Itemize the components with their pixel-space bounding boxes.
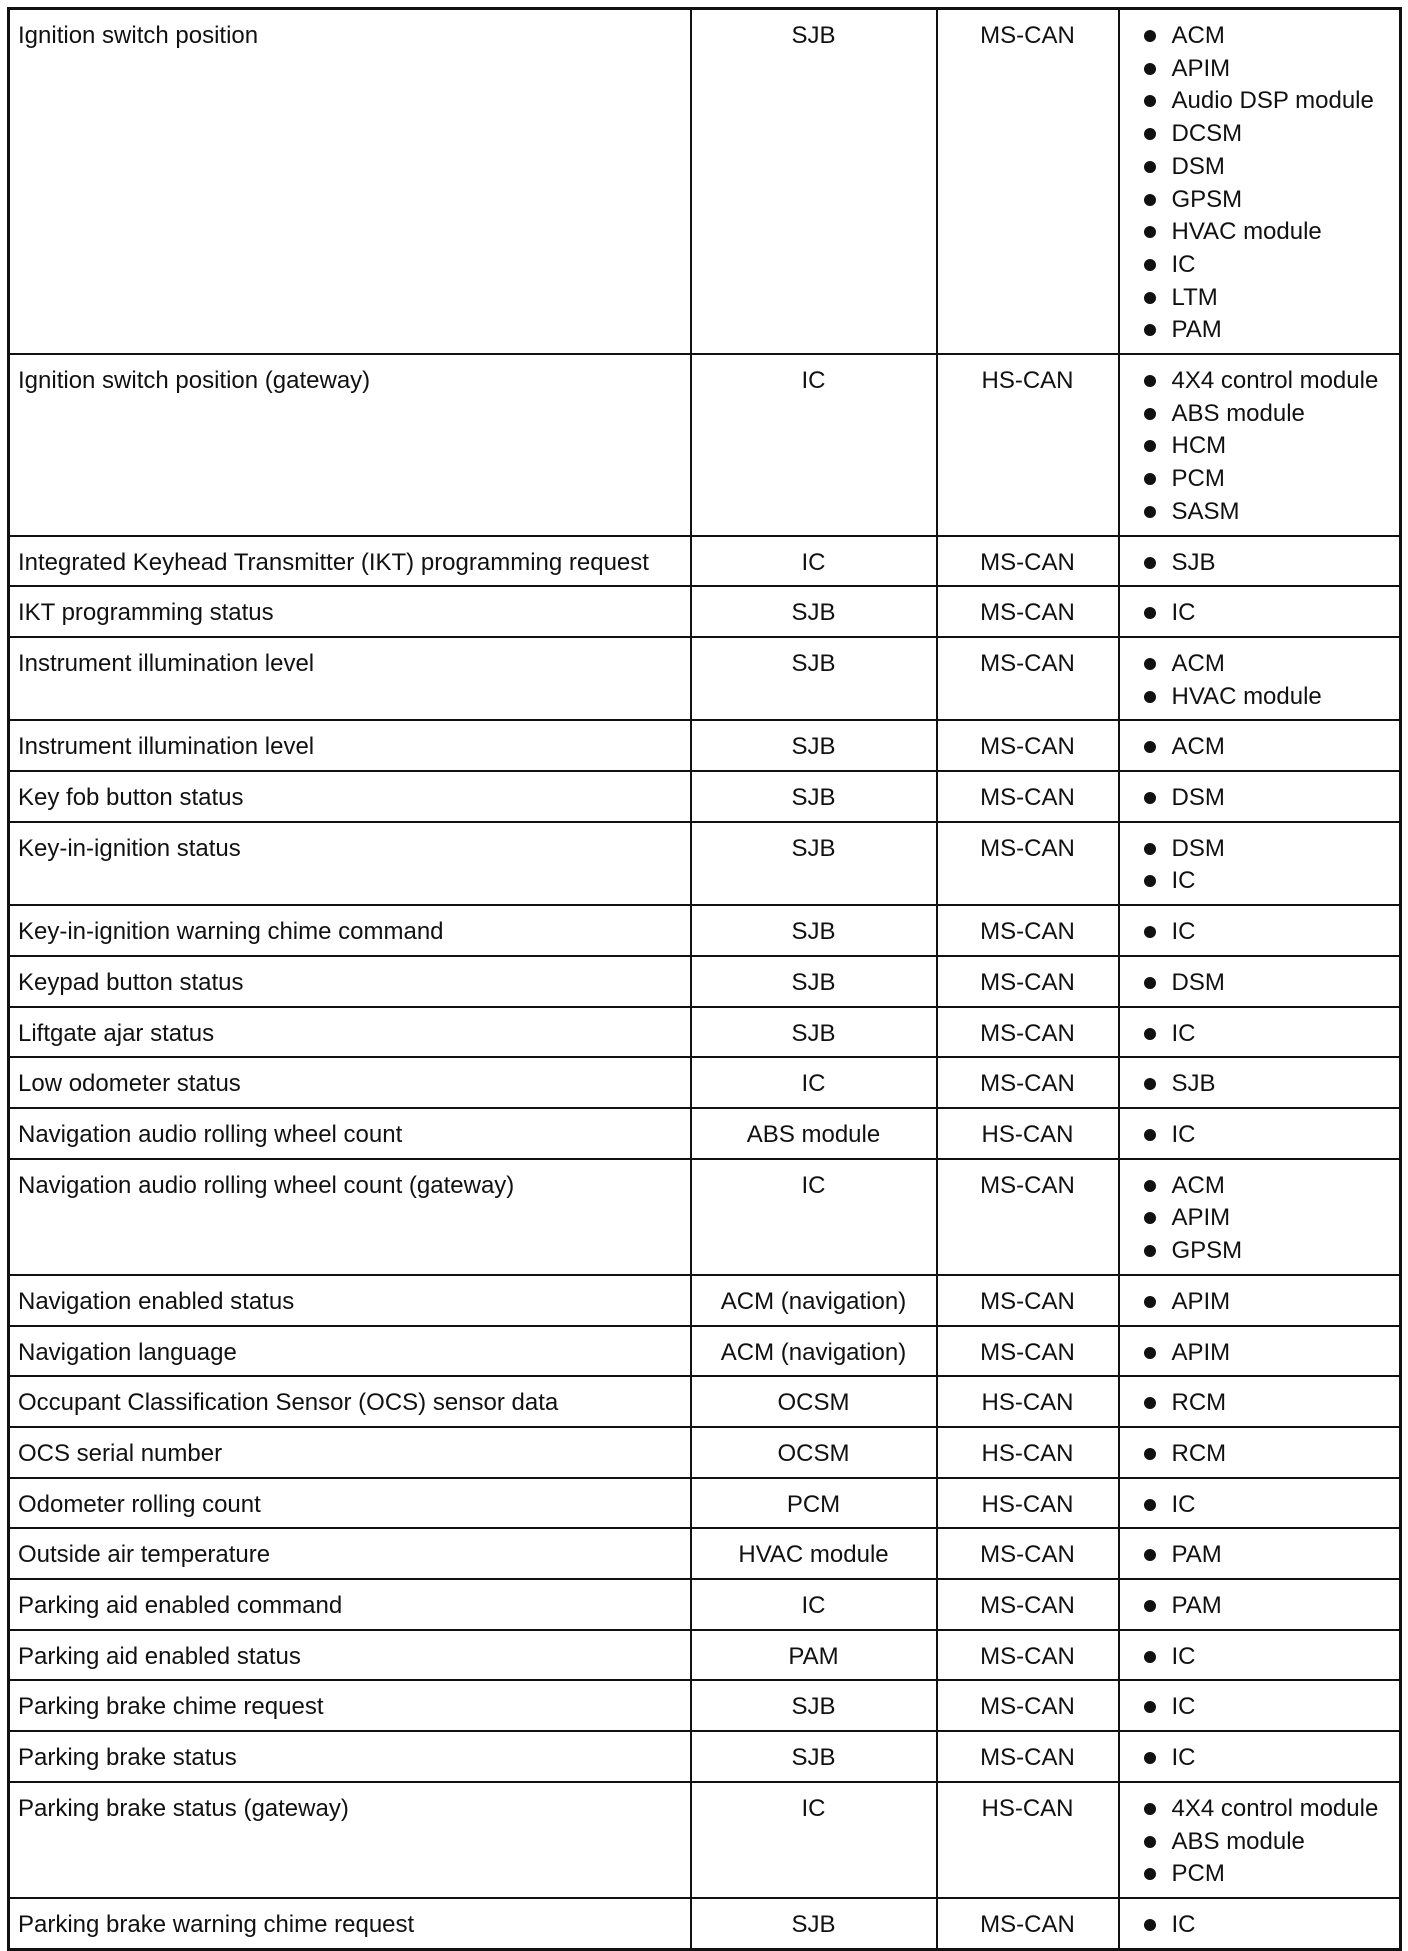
message-cell: Occupant Classification Sensor (OCS) sensor data (9, 1376, 691, 1427)
receiver-list (1144, 1793, 1394, 1891)
receiver-label: PAM (1171, 316, 1222, 344)
receivers-cell (1119, 956, 1401, 1007)
receiver-label: ACM (1171, 1171, 1225, 1199)
receiver-label: APIM (1171, 54, 1231, 82)
receivers-cell (1119, 1326, 1401, 1377)
receiver-list (1144, 1909, 1394, 1942)
receiver-item (1144, 731, 1394, 764)
originator-cell: SJB (691, 905, 937, 956)
receiver-label: 4X4 control module (1171, 367, 1379, 395)
network-cell: MS-CAN (937, 1731, 1119, 1782)
receiver-item (1144, 85, 1394, 118)
receiver-item (1144, 184, 1394, 217)
bullet-icon (1144, 1651, 1156, 1663)
receiver-list (1144, 1170, 1394, 1268)
receiver-item (1144, 1641, 1394, 1674)
receiver-label: PAM (1171, 1541, 1222, 1569)
receiver-list (1144, 1286, 1394, 1319)
receiver-item (1144, 1387, 1394, 1420)
receiver-label: ABS module (1171, 399, 1305, 427)
receiver-list (1144, 1489, 1394, 1522)
receivers-cell (1119, 1057, 1401, 1108)
network-cell: MS-CAN (937, 1326, 1119, 1377)
receiver-item (1144, 1858, 1394, 1891)
network-cell: HS-CAN (937, 1782, 1119, 1898)
table-row (9, 822, 1401, 905)
receiver-list (1144, 1068, 1394, 1101)
table-row (9, 720, 1401, 771)
receiver-item (1144, 547, 1394, 580)
receiver-label: APIM (1171, 1204, 1231, 1232)
originator-cell: SJB (691, 1007, 937, 1058)
receiver-list (1144, 782, 1394, 815)
table-row (9, 1898, 1401, 1949)
table-row (9, 1427, 1401, 1478)
receivers-cell (1119, 905, 1401, 956)
receiver-label: IC (1171, 599, 1196, 627)
message-cell: Liftgate ajar status (9, 1007, 691, 1058)
bullet-icon (1144, 128, 1156, 140)
message-cell: OCS serial number (9, 1427, 691, 1478)
network-cell: MS-CAN (937, 1680, 1119, 1731)
receiver-label: SJB (1171, 548, 1216, 576)
message-cell: Navigation language (9, 1326, 691, 1377)
receivers-cell (1119, 637, 1401, 720)
originator-cell: IC (691, 1057, 937, 1108)
table-row (9, 1108, 1401, 1159)
bullet-icon (1144, 259, 1156, 271)
receiver-label: ACM (1171, 733, 1225, 761)
receiver-label: GPSM (1171, 185, 1243, 213)
receiver-item (1144, 1489, 1394, 1522)
receiver-list (1144, 731, 1394, 764)
bullet-icon (1144, 1600, 1156, 1612)
bullet-icon (1144, 1701, 1156, 1713)
originator-cell: SJB (691, 720, 937, 771)
originator-cell: HVAC module (691, 1528, 937, 1579)
receiver-label: HVAC module (1171, 682, 1322, 710)
originator-cell: IC (691, 354, 937, 536)
table-row (9, 1159, 1401, 1275)
receiver-label: DSM (1171, 834, 1225, 862)
receiver-list (1144, 833, 1394, 898)
receiver-label: IC (1171, 1693, 1196, 1721)
receiver-label: LTM (1171, 283, 1218, 311)
receiver-label: Audio DSP module (1171, 87, 1374, 115)
receivers-cell (1119, 9, 1401, 355)
bullet-icon (1144, 1752, 1156, 1764)
bullet-icon (1144, 1397, 1156, 1409)
receiver-list (1144, 547, 1394, 580)
receiver-item (1144, 1742, 1394, 1775)
message-cell: Key fob button status (9, 771, 691, 822)
table-row (9, 956, 1401, 1007)
network-cell: MS-CAN (937, 822, 1119, 905)
receiver-item (1144, 1119, 1394, 1152)
bullet-icon (1144, 1448, 1156, 1460)
receiver-label: RCM (1171, 1389, 1227, 1417)
receiver-item (1144, 20, 1394, 53)
receiver-item (1144, 648, 1394, 681)
table-row (9, 1731, 1401, 1782)
originator-cell: SJB (691, 637, 937, 720)
receivers-cell (1119, 1159, 1401, 1275)
bullet-icon (1144, 792, 1156, 804)
network-cell: MS-CAN (937, 536, 1119, 587)
message-cell: Outside air temperature (9, 1528, 691, 1579)
network-cell: MS-CAN (937, 771, 1119, 822)
network-cell: MS-CAN (937, 1528, 1119, 1579)
table-row (9, 637, 1401, 720)
bullet-icon (1144, 1078, 1156, 1090)
network-message-table (7, 7, 1402, 1951)
receiver-list (1144, 1742, 1394, 1775)
receiver-label: PCM (1171, 465, 1225, 493)
network-cell: HS-CAN (937, 354, 1119, 536)
receivers-cell (1119, 536, 1401, 587)
bullet-icon (1144, 506, 1156, 518)
bullet-icon (1144, 63, 1156, 75)
receiver-item (1144, 681, 1394, 714)
receiver-list (1144, 20, 1394, 347)
network-cell: MS-CAN (937, 1630, 1119, 1681)
network-cell: MS-CAN (937, 1159, 1119, 1275)
receiver-item (1144, 118, 1394, 151)
originator-cell: SJB (691, 956, 937, 1007)
receiver-label: SJB (1171, 1070, 1216, 1098)
receiver-item (1144, 314, 1394, 347)
originator-cell: ACM (navigation) (691, 1275, 937, 1326)
receiver-item (1144, 1438, 1394, 1471)
originator-cell: IC (691, 1579, 937, 1630)
bullet-icon (1144, 1549, 1156, 1561)
bullet-icon (1144, 440, 1156, 452)
originator-cell: SJB (691, 586, 937, 637)
table-row (9, 1528, 1401, 1579)
receiver-label: GPSM (1171, 1237, 1243, 1265)
receiver-item (1144, 1235, 1394, 1268)
receiver-label: IC (1171, 1910, 1196, 1938)
originator-cell: SJB (691, 1898, 937, 1949)
receiver-label: ACM (1171, 649, 1225, 677)
table-row (9, 771, 1401, 822)
message-cell: Navigation audio rolling wheel count (gateway) (9, 1159, 691, 1275)
receiver-item (1144, 1286, 1394, 1319)
receiver-label: SASM (1171, 497, 1240, 525)
receiver-label: 4X4 control module (1171, 1794, 1379, 1822)
receiver-item (1144, 1337, 1394, 1370)
receivers-cell (1119, 1528, 1401, 1579)
bullet-icon (1144, 607, 1156, 619)
receiver-list (1144, 1438, 1394, 1471)
receiver-item (1144, 1909, 1394, 1942)
receivers-cell (1119, 1630, 1401, 1681)
table-row (9, 1680, 1401, 1731)
bullet-icon (1144, 408, 1156, 420)
receivers-cell (1119, 1376, 1401, 1427)
bullet-icon (1144, 161, 1156, 173)
network-cell: HS-CAN (937, 1478, 1119, 1529)
bullet-icon (1144, 926, 1156, 938)
originator-cell: OCSM (691, 1376, 937, 1427)
receiver-item (1144, 463, 1394, 496)
receiver-label: APIM (1171, 1338, 1231, 1366)
bullet-icon (1144, 324, 1156, 336)
network-cell: MS-CAN (937, 9, 1119, 355)
network-cell: MS-CAN (937, 956, 1119, 1007)
network-cell: MS-CAN (937, 1898, 1119, 1949)
table-row (9, 1579, 1401, 1630)
receivers-cell (1119, 586, 1401, 637)
receivers-cell (1119, 1275, 1401, 1326)
bullet-icon (1144, 1245, 1156, 1257)
receivers-cell (1119, 822, 1401, 905)
bullet-icon (1144, 1028, 1156, 1040)
receiver-label: IC (1171, 1120, 1196, 1148)
bullet-icon (1144, 977, 1156, 989)
receiver-label: APIM (1171, 1287, 1231, 1315)
bullet-icon (1144, 658, 1156, 670)
bullet-icon (1144, 1129, 1156, 1141)
receiver-item (1144, 782, 1394, 815)
table-row (9, 905, 1401, 956)
message-cell: Integrated Keyhead Transmitter (IKT) programming request (9, 536, 691, 587)
receivers-cell (1119, 354, 1401, 536)
table-row (9, 9, 1401, 355)
originator-cell: IC (691, 536, 937, 587)
receiver-label: IC (1171, 1490, 1196, 1518)
network-cell: MS-CAN (937, 720, 1119, 771)
network-cell: MS-CAN (937, 586, 1119, 637)
bullet-icon (1144, 1212, 1156, 1224)
receiver-list (1144, 1691, 1394, 1724)
receiver-list (1144, 1641, 1394, 1674)
originator-cell: SJB (691, 1731, 937, 1782)
message-cell: Navigation audio rolling wheel count (9, 1108, 691, 1159)
originator-cell: IC (691, 1159, 937, 1275)
network-cell: MS-CAN (937, 905, 1119, 956)
bullet-icon (1144, 30, 1156, 42)
table-body (9, 9, 1401, 1950)
receiver-item (1144, 967, 1394, 1000)
receiver-list (1144, 967, 1394, 1000)
message-cell: Parking brake warning chime request (9, 1898, 691, 1949)
bullet-icon (1144, 557, 1156, 569)
receiver-list (1144, 1018, 1394, 1051)
receivers-cell (1119, 1898, 1401, 1949)
receiver-item (1144, 398, 1394, 431)
receiver-item (1144, 865, 1394, 898)
receiver-item (1144, 365, 1394, 398)
message-cell: Instrument illumination level (9, 637, 691, 720)
receiver-list (1144, 648, 1394, 713)
table-row (9, 536, 1401, 587)
bullet-icon (1144, 1803, 1156, 1815)
receiver-list (1144, 1337, 1394, 1370)
originator-cell: ACM (navigation) (691, 1326, 937, 1377)
receiver-list (1144, 365, 1394, 529)
originator-cell: SJB (691, 771, 937, 822)
receivers-cell (1119, 1108, 1401, 1159)
network-cell: MS-CAN (937, 1275, 1119, 1326)
receiver-item (1144, 496, 1394, 529)
receiver-label: IC (1171, 250, 1196, 278)
receivers-cell (1119, 1731, 1401, 1782)
message-cell: Odometer rolling count (9, 1478, 691, 1529)
message-cell: Key-in-ignition warning chime command (9, 905, 691, 956)
receiver-label: IC (1171, 867, 1196, 895)
message-cell: Parking brake status (gateway) (9, 1782, 691, 1898)
receiver-item (1144, 833, 1394, 866)
receiver-label: DSM (1171, 784, 1225, 812)
receivers-cell (1119, 1478, 1401, 1529)
bullet-icon (1144, 95, 1156, 107)
receiver-item (1144, 1068, 1394, 1101)
message-cell: Parking aid enabled command (9, 1579, 691, 1630)
receiver-item (1144, 282, 1394, 315)
receiver-list (1144, 1590, 1394, 1623)
table-row (9, 354, 1401, 536)
bullet-icon (1144, 1499, 1156, 1511)
receiver-label: RCM (1171, 1439, 1227, 1467)
receiver-item (1144, 1590, 1394, 1623)
network-cell: MS-CAN (937, 1007, 1119, 1058)
originator-cell: ABS module (691, 1108, 937, 1159)
receiver-label: PAM (1171, 1592, 1222, 1620)
bullet-icon (1144, 375, 1156, 387)
receiver-item (1144, 1539, 1394, 1572)
bullet-icon (1144, 292, 1156, 304)
message-cell: Parking brake chime request (9, 1680, 691, 1731)
receiver-label: IC (1171, 1019, 1196, 1047)
network-cell: HS-CAN (937, 1376, 1119, 1427)
receiver-item (1144, 1691, 1394, 1724)
bullet-icon (1144, 1836, 1156, 1848)
originator-cell: SJB (691, 9, 937, 355)
receiver-item (1144, 249, 1394, 282)
originator-cell: PCM (691, 1478, 937, 1529)
receiver-list (1144, 597, 1394, 630)
receiver-item (1144, 430, 1394, 463)
receivers-cell (1119, 771, 1401, 822)
bullet-icon (1144, 1919, 1156, 1931)
receiver-label: IC (1171, 1744, 1196, 1772)
network-cell: MS-CAN (937, 637, 1119, 720)
originator-cell: IC (691, 1782, 937, 1898)
receiver-label: PCM (1171, 1860, 1225, 1888)
receiver-list (1144, 1119, 1394, 1152)
bullet-icon (1144, 226, 1156, 238)
bullet-icon (1144, 843, 1156, 855)
bullet-icon (1144, 194, 1156, 206)
receiver-list (1144, 1387, 1394, 1420)
receiver-item (1144, 1793, 1394, 1826)
bullet-icon (1144, 1296, 1156, 1308)
bullet-icon (1144, 691, 1156, 703)
table-row (9, 1275, 1401, 1326)
receivers-cell (1119, 1680, 1401, 1731)
originator-cell: SJB (691, 1680, 937, 1731)
receiver-label: HVAC module (1171, 218, 1322, 246)
network-cell: MS-CAN (937, 1579, 1119, 1630)
receiver-label: HCM (1171, 432, 1227, 460)
receiver-item (1144, 1018, 1394, 1051)
network-cell: HS-CAN (937, 1427, 1119, 1478)
network-cell: HS-CAN (937, 1108, 1119, 1159)
receivers-cell (1119, 720, 1401, 771)
message-cell: Instrument illumination level (9, 720, 691, 771)
receiver-label: ABS module (1171, 1827, 1305, 1855)
table-row (9, 1007, 1401, 1058)
receiver-item (1144, 916, 1394, 949)
message-cell: Keypad button status (9, 956, 691, 1007)
receiver-item (1144, 597, 1394, 630)
receiver-item (1144, 1826, 1394, 1859)
receiver-item (1144, 1170, 1394, 1203)
table-row (9, 1630, 1401, 1681)
receiver-label: DSM (1171, 968, 1225, 996)
receiver-label: IC (1171, 918, 1196, 946)
receiver-item (1144, 216, 1394, 249)
bullet-icon (1144, 875, 1156, 887)
table-row (9, 1376, 1401, 1427)
originator-cell: SJB (691, 822, 937, 905)
table-row (9, 586, 1401, 637)
message-cell: Parking brake status (9, 1731, 691, 1782)
originator-cell: OCSM (691, 1427, 937, 1478)
table-row (9, 1478, 1401, 1529)
message-cell: Ignition switch position (9, 9, 691, 355)
message-cell: Ignition switch position (gateway) (9, 354, 691, 536)
receivers-cell (1119, 1427, 1401, 1478)
receivers-cell (1119, 1007, 1401, 1058)
table-row (9, 1057, 1401, 1108)
receiver-item (1144, 53, 1394, 86)
bullet-icon (1144, 741, 1156, 753)
receiver-label: ACM (1171, 22, 1225, 49)
receiver-list (1144, 916, 1394, 949)
originator-cell: PAM (691, 1630, 937, 1681)
table-row (9, 1782, 1401, 1898)
network-cell: MS-CAN (937, 1057, 1119, 1108)
message-cell: Parking aid enabled status (9, 1630, 691, 1681)
message-cell: Low odometer status (9, 1057, 691, 1108)
receiver-label: DCSM (1171, 120, 1243, 148)
bullet-icon (1144, 1347, 1156, 1359)
receivers-cell (1119, 1579, 1401, 1630)
bullet-icon (1144, 473, 1156, 485)
message-cell: IKT programming status (9, 586, 691, 637)
receivers-cell (1119, 1782, 1401, 1898)
receiver-label: DSM (1171, 152, 1225, 180)
bullet-icon (1144, 1180, 1156, 1192)
receiver-item (1144, 151, 1394, 184)
receiver-label: IC (1171, 1642, 1196, 1670)
bullet-icon (1144, 1868, 1156, 1880)
message-cell: Key-in-ignition status (9, 822, 691, 905)
table-row (9, 1326, 1401, 1377)
message-cell: Navigation enabled status (9, 1275, 691, 1326)
receiver-list (1144, 1539, 1394, 1572)
receiver-item (1144, 1202, 1394, 1235)
